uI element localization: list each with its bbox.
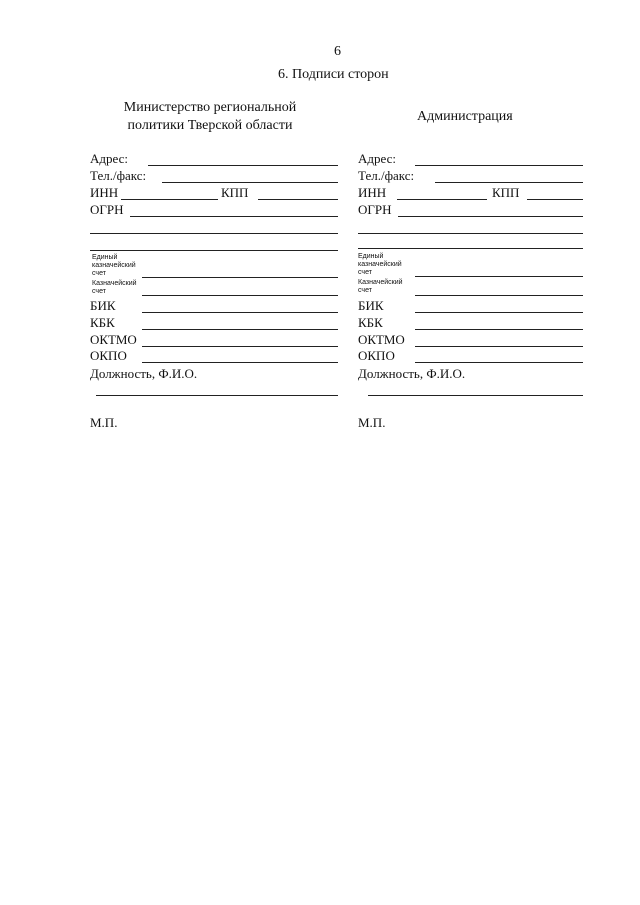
right-oktmo-line	[415, 346, 583, 347]
left-oktmo-label: ОКТМО	[90, 332, 137, 347]
left-phone-label: Тел./факс:	[90, 168, 147, 183]
left-treasury1-l1: Единый	[92, 254, 118, 261]
right-treasury1-l3: счет	[358, 269, 372, 276]
left-blank-line-1	[90, 233, 338, 234]
left-treasury2-l1: Казначейский	[92, 280, 137, 287]
page-number: 6	[334, 44, 341, 59]
right-ogrn-line	[398, 216, 583, 217]
right-position-label: Должность, Ф.И.О.	[358, 366, 466, 381]
left-treasury1-l3: счет	[92, 270, 106, 277]
right-heading: Администрация	[417, 109, 513, 124]
left-address-label: Адрес:	[90, 151, 128, 166]
left-kbk-label: КБК	[90, 315, 115, 330]
left-kpp-line	[258, 199, 338, 200]
left-kpp-label: КПП	[221, 185, 249, 200]
right-signature-line	[368, 395, 583, 396]
left-okpo-label: ОКПО	[90, 348, 127, 363]
right-treasury1-l2: казначейский	[358, 261, 402, 268]
left-position-label: Должность, Ф.И.О.	[90, 366, 198, 381]
left-bik-line	[142, 312, 338, 313]
right-bik-label: БИК	[358, 298, 384, 313]
left-inn-label: ИНН	[90, 185, 119, 200]
left-bik-label: БИК	[90, 298, 116, 313]
left-blank-line-2	[90, 250, 338, 251]
left-heading-line2: политики Тверской области	[127, 118, 293, 133]
section-title: 6. Подписи сторон	[278, 67, 389, 82]
left-ogrn-line	[130, 216, 338, 217]
left-treasury2-l2: счет	[92, 288, 106, 295]
right-ogrn-label: ОГРН	[358, 202, 392, 217]
right-kpp-label: КПП	[492, 185, 520, 200]
right-bik-line	[415, 312, 583, 313]
left-stamp-label: М.П.	[90, 415, 118, 430]
right-okpo-label: ОКПО	[358, 348, 395, 363]
right-phone-label: Тел./факс:	[358, 168, 415, 183]
right-address-line	[415, 165, 583, 166]
left-signature-line	[96, 395, 338, 396]
right-treasury1-line	[415, 276, 583, 277]
left-kbk-line	[142, 329, 338, 330]
left-treasury1-line	[142, 277, 338, 278]
left-okpo-line	[142, 362, 338, 363]
left-inn-line	[121, 199, 218, 200]
right-address-label: Адрес:	[358, 151, 396, 166]
right-treasury2-line	[415, 295, 583, 296]
right-okpo-line	[415, 362, 583, 363]
left-phone-line	[162, 182, 338, 183]
right-treasury1-l1: Единый	[358, 253, 384, 260]
right-blank-line-2	[358, 248, 583, 249]
left-oktmo-line	[142, 346, 338, 347]
right-inn-line	[397, 199, 487, 200]
right-kbk-line	[415, 329, 583, 330]
right-treasury2-l1: Казначейский	[358, 279, 403, 286]
right-oktmo-label: ОКТМО	[358, 332, 405, 347]
left-ogrn-label: ОГРН	[90, 202, 124, 217]
right-treasury2-l2: счет	[358, 287, 372, 294]
right-kpp-line	[527, 199, 583, 200]
right-blank-line-1	[358, 233, 583, 234]
right-stamp-label: М.П.	[358, 415, 386, 430]
right-inn-label: ИНН	[358, 185, 387, 200]
left-address-line	[148, 165, 338, 166]
left-treasury1-l2: казначейский	[92, 262, 136, 269]
right-kbk-label: КБК	[358, 315, 383, 330]
left-heading-line1: Министерство региональной	[123, 100, 297, 115]
right-phone-line	[435, 182, 583, 183]
left-treasury2-line	[142, 295, 338, 296]
